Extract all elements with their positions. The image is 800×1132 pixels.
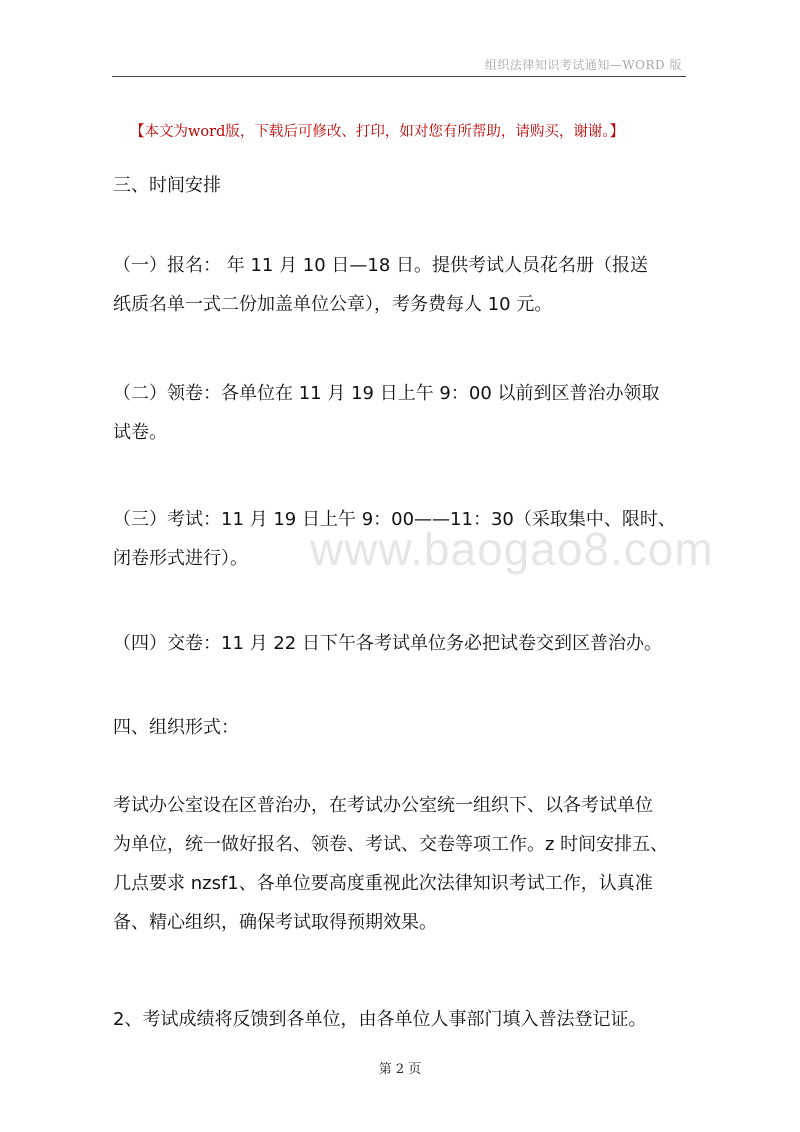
text-line: （二）领卷：各单位在 11 月 19 日上午 9：00 以前到区普治办领取 bbox=[113, 383, 660, 404]
paragraph-submit-papers bbox=[113, 624, 693, 663]
watermark: www.baogao8.com bbox=[310, 523, 714, 575]
purchase-notice: 【本文为word版，下载后可修改、打印，如对您有所帮助，请购买，谢谢。】 bbox=[130, 124, 625, 140]
paragraph-registration bbox=[113, 246, 693, 324]
text-line: 几点要求 nzsf1、各单位要高度重视此次法律知识考试工作，认真准 bbox=[113, 873, 653, 894]
text-line: 2、考试成绩将反馈到各单位，由各单位人事部门填入普法登记证。 bbox=[113, 1009, 647, 1030]
text-line: （三）考试：11 月 19 日上午 9：00——11：30（采取集中、限时、 bbox=[113, 509, 676, 530]
header-divider bbox=[112, 76, 686, 77]
text-line: 纸质名单一式二份加盖单位公章），考务费每人 10 元。 bbox=[113, 294, 553, 315]
paragraph-organization bbox=[113, 786, 693, 942]
text-line: 试卷。 bbox=[113, 422, 167, 443]
text-line: （一）报名： 年 11 月 10 日—18 日。提供考试人员花名册（报送 bbox=[113, 255, 649, 276]
text-line: 闭卷形式进行）。 bbox=[113, 548, 248, 569]
page-number: 第 2 页 bbox=[378, 1062, 422, 1077]
header-title: 组织法律知识考试通知—WORD 版 bbox=[484, 58, 682, 72]
section-heading-organization bbox=[113, 708, 693, 747]
text-line: 三、时间安排 bbox=[113, 175, 221, 196]
paragraph-collect-papers bbox=[113, 374, 693, 452]
section-heading-schedule bbox=[113, 166, 693, 205]
text-line: 为单位，统一做好报名、领卷、考试、交卷等项工作。z 时间安排五、 bbox=[113, 834, 669, 855]
text-line: （四）交卷：11 月 22 日下午各考试单位务必把试卷交到区普治办。 bbox=[113, 633, 662, 654]
text-line: 考试办公室设在区普治办，在考试办公室统一组织下、以各考试单位 bbox=[113, 795, 653, 816]
text-line: 备、精心组织，确保考试取得预期效果。 bbox=[113, 912, 437, 933]
paragraph-results bbox=[113, 1000, 693, 1039]
text-line: 四、组织形式： bbox=[113, 717, 239, 738]
